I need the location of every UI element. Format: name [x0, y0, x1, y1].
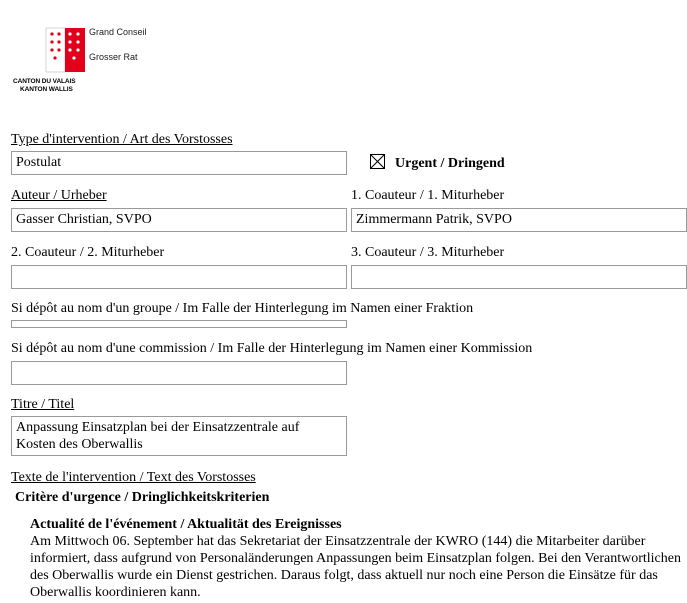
coauthor1-field[interactable]: Zimmermann Patrik, SVPO: [351, 208, 687, 232]
group-label: Si dépôt au nom d'un groupe / Im Falle der Hinterlegung im Namen einer Fraktion: [11, 301, 474, 316]
commission-field[interactable]: [11, 361, 347, 385]
urgent-checkbox[interactable]: [370, 154, 385, 169]
urgency-subheading: Actualité de l'événement / Aktualität des Ereignisses: [30, 517, 342, 532]
text-label: Texte de l'intervention / Text des Vorstosses: [11, 470, 256, 485]
logo-grand-conseil: Grand Conseil: [89, 27, 147, 37]
logo-grosser-rat: Grosser Rat: [89, 52, 138, 62]
logo-canton-de: KANTON WALLIS: [20, 86, 73, 93]
criteria-heading: Critère d'urgence / Dringlichkeitskriterien: [15, 490, 270, 505]
coauthor1-label: 1. Coauteur / 1. Miturheber: [351, 188, 505, 203]
author-field[interactable]: Gasser Christian, SVPO: [11, 208, 347, 232]
logo-canton-fr: CANTON DU VALAIS: [13, 78, 76, 85]
coauthor2-field[interactable]: [11, 265, 347, 289]
intervention-type-label: Type d'intervention / Art des Vorstosses: [11, 132, 233, 147]
intervention-body-text: Am Mittwoch 06. September hat das Sekretariat der Einsatzzentrale der KWRO (144) die Mitarbeiter darüber informiert, dass aufgrund von Personaländerungen Anpassungen beim Einsatzplan folgen. Bei den Verantwortlichen des Oberwallis wurde ein Dienst gestrichen. Daraus folgt, dass aktuell nur noch eine Person die Einsätze für das Oberwallis koordinieren kann.: [30, 534, 681, 600]
title-label: Titre / Titel: [11, 397, 75, 412]
coauthor3-label: 3. Coauteur / 3. Miturheber: [351, 245, 505, 260]
coauthor2-label: 2. Coauteur / 2. Miturheber: [11, 245, 165, 260]
intervention-type-field[interactable]: Postulat: [11, 151, 347, 175]
commission-label: Si dépôt au nom d'une commission / Im Falle der Hinterlegung im Namen einer Kommission: [11, 341, 533, 356]
author-label: Auteur / Urheber: [11, 188, 107, 203]
urgent-label: Urgent / Dringend: [395, 156, 505, 171]
coauthor3-field[interactable]: [351, 265, 687, 289]
group-field[interactable]: [11, 320, 347, 328]
title-field[interactable]: Anpassung Einsatzplan bei der Einsatzzentrale auf Kosten des Oberwallis: [11, 416, 347, 456]
